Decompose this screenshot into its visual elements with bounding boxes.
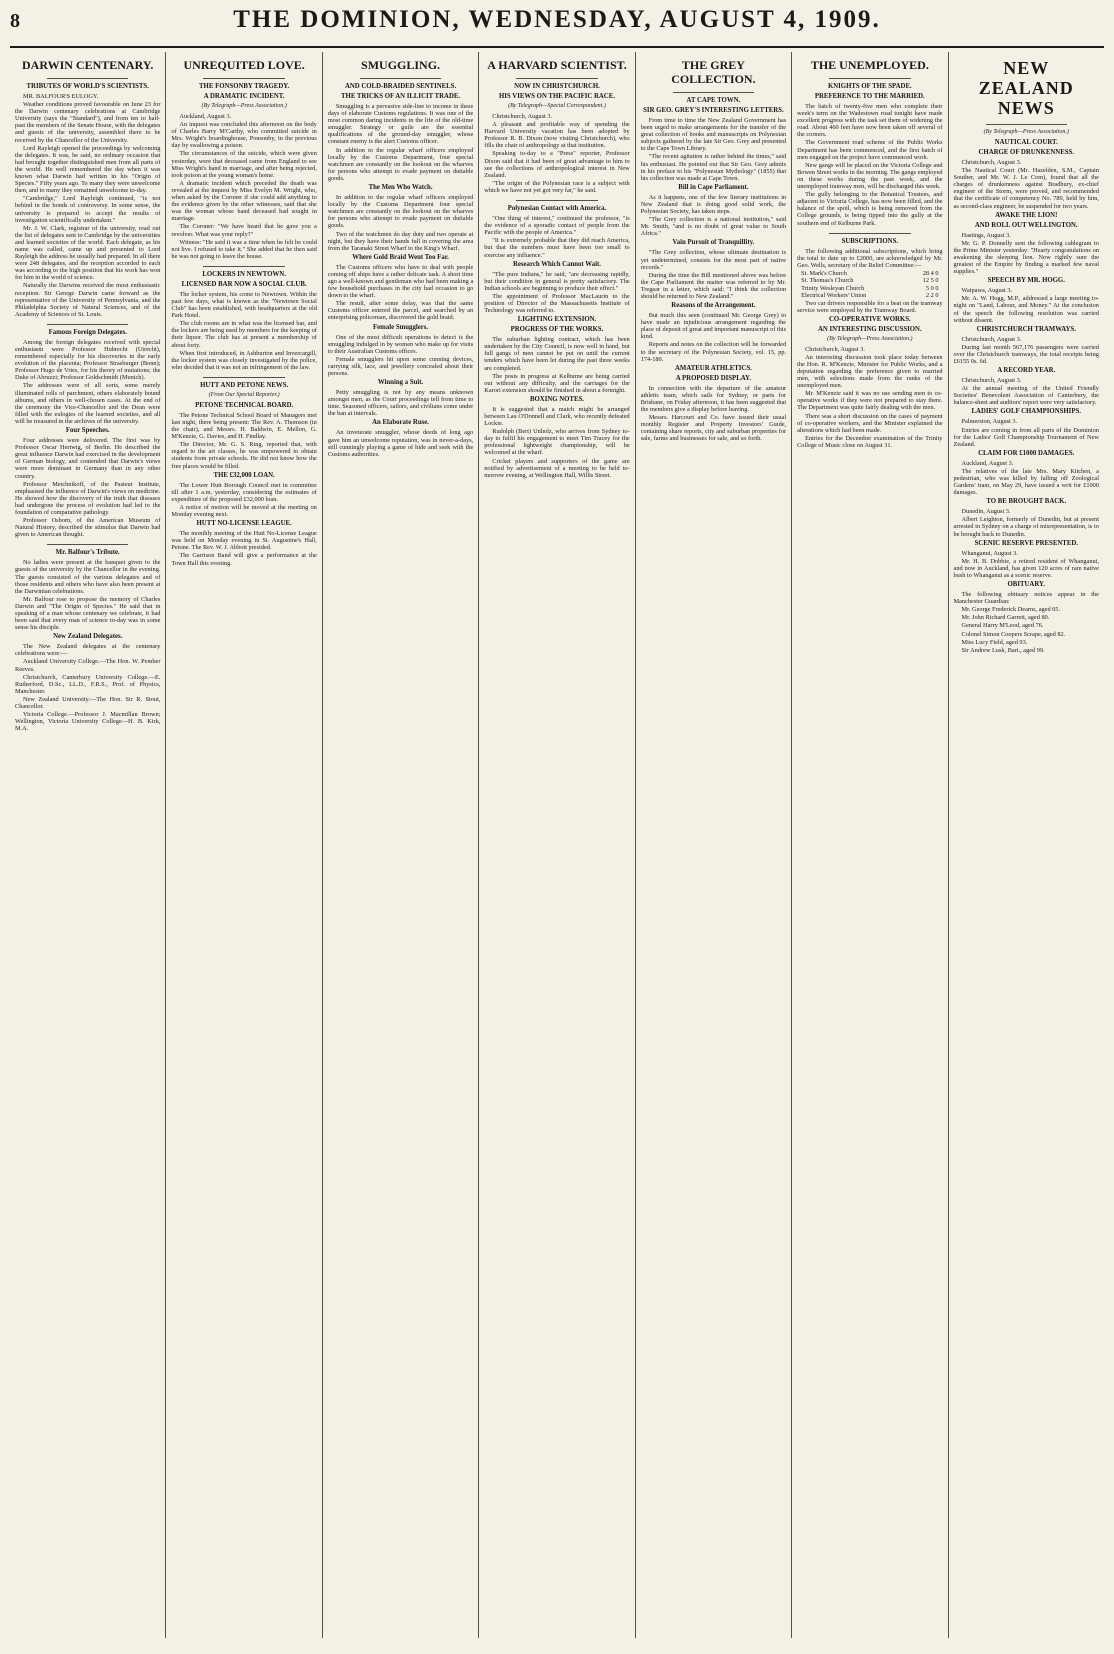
subscription-name: Electrical Workers' Union — [801, 292, 867, 300]
article-paragraph: Petty smuggling is not by any means unknown amongst men, as the Court proceedings tell from time to time. Seasoned officers, sailors, and civilians come under the ban at intervals. — [327, 389, 474, 418]
article-headline: THE GREY COLLECTION. — [671, 58, 756, 86]
article-paragraph: Auckland, August 3. — [961, 459, 1014, 467]
section-subheading: PETONE TECHNICAL BOARD. — [195, 401, 294, 409]
columns — [10, 52, 1104, 1638]
article-paragraph: The following additional subscriptions, which bring the total to date up to £2000, are acknowledged by Mr. Geo. Wells, secretary of the Relief Committee:— — [797, 247, 943, 269]
source-credit: (By Telegraph—Press Association.) — [983, 129, 1069, 135]
article-paragraph: In connection with the departure of the amateur athletic team, which sails for Sydney, or parts for Brisbane, on Friday afternoon, it has been suggested that the members give a display before leaving. — [640, 384, 787, 413]
section-subheading: LICENSED BAR NOW A SOCIAL CLUB. — [181, 280, 307, 288]
article-paragraph: Witness: "He said it was a time when he felt he could not live. I refused to take it." She added that he then said he was not going to leave the house. — [171, 238, 317, 260]
article-paragraph: It is suggested that a match might be arranged between Lau O'Donnell and Clark, who recently defeated Lockie. — [484, 405, 630, 428]
article-paragraph: The Customs officers who have to deal with people coming off ships have a rather delicate task. A short time ago a well-known and gentleman who had been making a few household purchases in the city had occasion to go down to the wharf. — [327, 263, 474, 300]
section-subheading: A RECORD YEAR. — [997, 367, 1056, 375]
section-rule — [47, 324, 128, 325]
subscription-row — [797, 277, 942, 284]
section-subheading: Reasons of the Arrangement. — [671, 302, 756, 310]
article-paragraph: In addition to the regular wharf officers employed locally by the Customs Department four special watchmen are constantly on the lookout on the wharves for persons who attempt to evade payment on dutiable goods. — [327, 194, 474, 230]
article-paragraph: The relatives of the late Mrs. Mary Kitchen, a pedestrian, who was killed by falling off Zoological Gardens' tram, on May 29, have issued a writ for £1000 damages. — [953, 467, 1099, 497]
article-paragraph: The New Zealand delegates at the centenary celebrations were:— — [15, 643, 161, 658]
article-paragraph: Cricket players and supporters of the game are notified by advertisement of a meeting to be held to-morrow evening, at Wellington Hall, Willis Street. — [484, 457, 630, 479]
article-paragraph: No ladies were present at the banquet given to the guests of the university by the Chancellor in the evening. The guests consisted of the various delegates and of those residents and others who have also been present at the Darwinian celebrations. — [15, 559, 161, 595]
source-credit: (By Telegraph—Press Association.) — [201, 103, 287, 109]
article-paragraph: Mr. George Frederick Dearns, aged 65. — [961, 606, 1061, 614]
article-paragraph: Mr. G. P. Donnelly sent the following cablegram to the Prime Minister yesterday: "Hearty congratulations on awakening the sleeping lion. Now rightly sure the greatest of the Empire by finding a marked few naval supplies." — [953, 239, 1099, 276]
article-paragraph: Lord Rayleigh opened the proceedings by welcoming the delegates. It was, he said, no ordinary occasion that had brought together distinguished men from all parts of the world. He well remembered the day when it was known what Darwin had written in his "Origin of Species." Fifty years ago. To many they were unwelcome then, and to many they remained unwelcome to-day. — [15, 144, 161, 195]
article-headline: THE UNEMPLOYED. — [810, 58, 929, 72]
article-paragraph: Entries for the December examination of the Trinity College of Music close on August 31. — [797, 434, 943, 449]
article-paragraph: From time to time the New Zealand Government has been urged to make arrangements for the transfer of the great collection of books and manuscripts on Polynesian subjects gathered by the late Sir Geo. Grey and presented to the Cape Town Library. — [640, 117, 787, 153]
article-headline: A HARVARD SCIENTIST. — [487, 58, 627, 72]
article-paragraph: The Petone Technical School Board of Managers met last night, there being present: The Rev. A. Thomson (in the chair), and Messrs. H. Baldwin, E. Mellon, G. M'Kenzie, G. Davies, and H. Findlay. — [171, 411, 317, 441]
article-paragraph: Auckland University College.—The Hon. W. Pember Reeves. — [15, 658, 161, 673]
article-paragraph: The monthly meeting of the Hutt No-License League was held on Monday evening in St. Augustine's Hall, Petone. The Rev. W. J. Abbott presided. — [171, 530, 317, 552]
section-subheading: Polynesian Contact with America. — [507, 205, 607, 213]
article-paragraph: The Lower Hutt Borough Council met in committee till after 1 a.m. yesterday, considering the estimates of expenditure of the proposed £32,000 loan. — [171, 481, 317, 503]
source-credit: (From Our Special Reporter.) — [208, 391, 280, 398]
article-headline: DARWIN CENTENARY. — [22, 58, 154, 72]
section-subheading: BOXING NOTES. — [529, 395, 584, 403]
section-subheading: OBITUARY. — [1007, 581, 1045, 589]
section-subheading: SPEECH BY MR. HOGG. — [987, 277, 1065, 285]
subscription-row — [797, 270, 942, 277]
section-subheading: AT CAPE TOWN. — [686, 97, 741, 104]
article-paragraph: Mr. John Richard Garrett, aged 80. — [961, 614, 1050, 622]
section-subheading: LADIES' GOLF CHAMPIONSHIPS. — [971, 408, 1081, 416]
section-subheading: HUTT NO-LICENSE LEAGUE. — [196, 520, 292, 528]
section-subheading: PROGRESS OF THE WORKS. — [510, 326, 604, 334]
article-paragraph: The Garrison Band will give a performance at the Town Hall this evening. — [171, 552, 317, 567]
section-rule — [829, 233, 910, 234]
section-subheading: New Zealand Delegates. — [53, 633, 123, 641]
article-paragraph: Sir Andrew Lusk, Bart., aged 99. — [961, 646, 1045, 654]
article-paragraph: Auckland, August 3. — [179, 113, 232, 120]
article-paragraph: Christchurch, August 3. — [492, 113, 553, 120]
article-column — [636, 52, 792, 1638]
section-subheading: AND COLD-BRAIDED SENTINELS. — [344, 83, 457, 90]
article-column — [323, 52, 479, 1638]
source-credit: (By Telegraph—Special Correspondent.) — [508, 103, 606, 109]
section-subheading: LIGHTING EXTENSION. — [517, 316, 597, 324]
article-paragraph: "The Grey collection is a national institution," said Mr. Smith, "and is no doubt of great value to South Africa." — [640, 216, 787, 238]
article-paragraph: Christchurch, August 3. — [961, 377, 1022, 385]
section-subheading: AN INTERESTING DISCUSSION. — [817, 325, 922, 333]
subscription-amount: 28 4 0 — [922, 269, 939, 277]
article-column — [10, 52, 166, 1638]
article-paragraph: The club rooms are in what was the licensed bar, and the lockers are being used by members for the keeping of their liquor. The club has at present a membership of about forty. — [171, 320, 317, 349]
masthead — [10, 6, 1104, 48]
section-subheading: Famous Foreign Delegates. — [48, 328, 127, 336]
article-paragraph: During last month 567,176 passengers were carried over the Christchurch tramways, the total receipts being £6155 0s. 6d. — [953, 343, 1099, 365]
article-paragraph: The circumstances of the suicide, which were given yesterday, were that deceased came from England to see Miss Wright's hand in marriage, and after being rejected, took poison at the young woman's home. — [171, 150, 317, 179]
section-subheading: LOCKERS IN NEWTOWN. — [202, 270, 286, 278]
section-subheading: PREFERENCE TO THE MARRIED. — [814, 93, 925, 100]
article-paragraph: The Government road scheme of the Public Works Department has been commenced, and the first batch of men engaged on the project have commenced work. — [797, 139, 943, 161]
section-rule — [516, 200, 597, 201]
section-subheading: NAUTICAL COURT. — [994, 139, 1058, 146]
article-paragraph: "One thing of interest," continued the professor, "is the evidence of a sporadic contact of people from the Pacific with the people of America." — [484, 215, 630, 237]
article-paragraph: New Zealand University.—The Hon. Sir R. Stout, Chancellor. — [15, 695, 161, 711]
article-column — [949, 52, 1104, 1638]
article-paragraph: Mr. J. W. Clark, registrar of the university, read out the list of delegates sent to Cambridge by the universities and learned societies of the world. Each delegate, as his name was called, came up and presented to Lord Rayleigh the address he usually had prepared. In all there were 248 delegates, and the reception accorded to each was according to the high position that his work has won for him in the world of science. — [15, 224, 161, 282]
article-paragraph: Palmerston, August 3. — [961, 418, 1018, 426]
section-subheading: HUTT AND PETONE NEWS. — [200, 381, 289, 389]
article-paragraph: An interesting discussion took place today between the Hon. R. M'Kenzie, Minister for Public Works, and a deputation regarding the preference given to married men, with selections made from the ranks of the unemployed men. — [797, 353, 943, 390]
article-paragraph: But much this seen (continued Mr. George Grey) to have made an injudicious arrangement regarding the place of deposit of great and important manuscript of this kind. — [640, 312, 787, 341]
article-paragraph: Reports and notes on the collection will be forwarded to the secretary of the Polynesian Society, vol. 15, pp. 174-180. — [640, 341, 787, 363]
section-subheading: A PROPOSED DISPLAY. — [675, 374, 752, 382]
article-paragraph: Entries are coming in from all parts of the Dominion for the Ladies' Golf Championship Tournament of New Zealand. — [953, 426, 1099, 448]
section-subheading: AMATEUR ATHLETICS. — [675, 364, 752, 372]
article-paragraph: Miss Lucy Field, aged 93. — [961, 638, 1028, 646]
section-subheading: NOW IN CHRISTCHURCH. — [514, 83, 600, 90]
article-paragraph: Messrs. Harcourt and Co. have issued their usual monthly Register and Property Investors' Guide, containing share reports, city and suburban properties for sale, farms and businesses for sale, and so forth. — [640, 414, 787, 443]
article-paragraph: Hastings, August 3. — [961, 231, 1011, 239]
headline-rule — [203, 78, 284, 79]
article-paragraph: Rudolph (Bert) Unholz, who arrives from Sydney to-day to fulfil his engagement to meet Tim Tracey for the professional lightweight championship, will be welcomed at the wharf. — [484, 428, 630, 457]
section-rule — [203, 377, 284, 378]
section-subheading: Mr. Balfour's Tribute. — [55, 549, 120, 557]
article-paragraph: Professor Metchnikoff, of the Pasteur Institute, emphasised the influence of Darwin's views on medicine. He showed how the discovery of the truth that diseases had undergone the process of evolution had led to the foundation of comparative pathology. — [15, 480, 161, 516]
article-paragraph: Smuggling is a pervasive side-line to income in these days of elaborate Customs regulations. It was one of the most common daring incidents in the life of the old-time smuggler. Strategy or guile are the essential qualifications of the ground-day smuggler, whose constant enemy is the alert Customs officer. — [327, 103, 474, 146]
section-subheading: TRIBUTES OF WORLD'S SCIENTISTS. — [26, 83, 149, 90]
article-paragraph: Professor Osborn, of the American Museum of Natural History, described the stimulus that Darwin had given to American thought. — [15, 517, 161, 539]
section-subheading: An Elaborate Ruse. — [372, 419, 429, 427]
article-paragraph: When first introduced, in Ashburton and Invercargill, the locker system was closely investigated by the police, who decided that it was not an infringement of the law. — [171, 349, 317, 371]
article-paragraph: The batch of twenty-five men who complete their week's term on the Wadestown road tonight have made excellent progress with the task set them of widening the road. About 460 feet have now been taken off several of the corners. — [797, 103, 943, 139]
article-paragraph: Albert Leighton, formerly of Dunedin, but at present arrested in Sydney on a charge of misrepresentation, is to be brought back to Dunedin. — [953, 516, 1099, 538]
section-subheading: AND ROLL OUT WELLINGTON. — [974, 221, 1078, 229]
article-column — [792, 52, 948, 1638]
subscription-row — [797, 292, 942, 299]
article-headline: NEW ZEALAND NEWS — [978, 58, 1074, 118]
article-paragraph: The suburban lighting contract, which has been undertaken by the City Council, is now well in hand, but full gangs of men cannot be put on until the current tenders which have been let during the past three weeks are completed. — [484, 336, 630, 372]
headline-rule — [47, 78, 128, 79]
source-credit: (By Telegraph—Press Association.) — [827, 335, 913, 342]
article-paragraph: Naturally the Darwins received the most enthusiastic reception. Sir George Darwin came forward as the representative of the University of Pennsylvania, and the Philadelphia Society of Natural Sciences, and of the Academy of Sciences of St. Louis. — [15, 282, 161, 318]
article-paragraph: The addresses were of all sorts, some merely illuminated rolls of parchment, others elaborately bound albums, and others in well-chosen cases. At the end of the ceremony the Vice-Chancellor and the Dean were filled with the eulogies of the learned societies, and all will be treasured in the archives of the university. — [15, 382, 161, 425]
article-paragraph: New gangs will be placed on the Victoria College and Bowen Street works in the morning. The gangs employed on these works during the past week, and the unemployed tramway men, will be discharged this week. — [797, 161, 943, 191]
section-subheading: Vain Pursuit of Tranquillity. — [672, 239, 755, 247]
section-subheading: The Men Who Watch. — [368, 184, 433, 192]
section-rule — [47, 544, 128, 545]
section-subheading: CHRISTCHURCH TRAMWAYS. — [976, 325, 1076, 333]
subscription-name: Trinity Wesleyan Church — [801, 284, 865, 292]
article-paragraph: A notice of motion will be moved at the meeting on Monday evening next. — [171, 503, 317, 519]
section-subheading: SUBSCRIPTIONS. — [841, 237, 899, 245]
article-paragraph: MR. BALFOUR'S EULOGY. — [23, 93, 99, 100]
section-subheading: CO-OPERATIVE WORKS. — [828, 315, 911, 323]
article-paragraph: An inveterate smuggler, whose deeds of long ago gave him an unwelcome reputation, was in never-a-days, still cunningly playing a game of hide and seek with the Customs authorities. — [327, 429, 474, 458]
article-paragraph: "The Grey collection, whose ultimate destination is yet undetermined, consists for the most part of native records." — [640, 249, 787, 271]
section-subheading: CHARGE OF DRUNKENNESS. — [978, 149, 1074, 156]
article-column — [479, 52, 635, 1638]
article-paragraph: Christchurch, August 3. — [961, 159, 1022, 166]
article-paragraph: A dramatic incident which preceded the death was revealed at the inquest by Miss Evelyn M. Wright, who, when asked by the Coroner if she could add anything to the evidence given by the other witnesses, said that she was the woman whose hand deceased had sought in marriage. — [171, 179, 317, 223]
article-paragraph: Weather conditions proved favourable on June 23 for the Darwin centenary celebrations at Cambridge University (says the "Standard"), and from ten to half-past the members of the Senate House, with the delegates and guests of the university, assembled there to be received by the Chancellor of the University. — [15, 101, 161, 144]
section-subheading: THE £32,000 LOAN. — [213, 471, 275, 479]
headline-rule — [516, 78, 597, 79]
article-paragraph: Christchurch, Canterbury University College.—E. Rutherford, D.Sc., LL.D., F.R.S., Prof. of Physics, Manchester. — [15, 673, 161, 695]
article-paragraph: Two of the watchmen do day duty and two operate at night, but they have their hands full in covering the area from the Taranaki Street Wharf to the King's Wharf. — [327, 230, 474, 252]
article-paragraph: Mr. M'Kenzie said it was no use sending men to co-operative works if they were not prepared to stay there. The Department was quite fairly dealing with the men. — [797, 390, 943, 412]
article-paragraph: The appointment of Professor MacLaurin to the position of Director of the Massachusetts Institute of Technology was referred to. — [484, 292, 630, 315]
article-headline: UNREQUITED LOVE. — [183, 58, 305, 72]
article-paragraph: The Coroner: "We have heard that he gave you a revolver. What was your reply?" — [171, 223, 317, 238]
section-subheading: SCENIC RESERVE PRESENTED. — [974, 539, 1078, 547]
article-paragraph: Whanganui, August 3. — [961, 549, 1018, 557]
section-subheading: Female Smugglers. — [372, 323, 429, 331]
article-headline: SMUGGLING. — [361, 58, 441, 72]
article-paragraph: The locker system, his come to Newtown. Within the past few days, what is known as the "Newtown Social Club" has been established, with headquarters at the old Park Hotel. — [171, 290, 317, 320]
section-subheading: Research Which Cannot Wait. — [512, 260, 601, 268]
newspaper-title: THE DOMINION, WEDNESDAY, AUGUST 4, 1909. — [233, 6, 881, 33]
article-paragraph: At the annual meeting of the United Friendly Societies' Benevolent Association of Canterbury, the balance-sheet and auditors' report were very satisfactory. — [953, 385, 1099, 407]
article-paragraph: Speaking to-day to a "Press" reporter, Professor Dixon said that it had been of great advantage to him to see the collections of anthropological interest in New Zealand. — [484, 150, 630, 179]
article-paragraph: The following obituary notices appear in the Manchester Guardian: — [953, 591, 1099, 606]
subscription-amount: 5 0 0 — [925, 284, 939, 292]
article-paragraph: During the time the Bill mentioned above was before the Cape Parliament the matter was referred to by Mr. Tregear in a letter, which said: "I think the collection should be returned to New Zealand." — [640, 271, 787, 300]
section-rule — [203, 266, 284, 267]
article-paragraph: One of the most difficult operations to detect is the smuggling indulged in by women who make up for visits to their Australian Customs offices. — [327, 333, 474, 355]
section-subheading: Winning a Suit. — [377, 379, 424, 387]
article-paragraph: The result, after some delay, was that the same Customs officer entered the parcel, and searched by an enterprising policeman, discovered the gold braid. — [327, 300, 474, 322]
newspaper-page — [10, 6, 1104, 1638]
section-subheading: SIR GEO. GREY'S INTERESTING LETTERS. — [643, 107, 784, 114]
section-subheading: Bill in Cape Parliament. — [678, 183, 749, 191]
article-paragraph: An inquest was concluded this afternoon on the body of Charles Barry M'Carthy, who committed suicide in Mrs. Wright's boardinghouse, Ponsonby, in the previous day by swallowing a poison. — [171, 121, 317, 150]
article-paragraph: There was a short discussion on the cases of payment of co-operative workers, and the Minister explained the alterations which had been made. — [797, 412, 943, 434]
subscription-row — [797, 285, 942, 292]
subscription-name: St. Mark's Church — [801, 269, 847, 277]
article-paragraph: In addition to the regular wharf officers employed locally by the Customs Department, four special watchmen are constantly on the lookout on the wharves for persons who attempt to evade payment on dutiable goods. — [327, 146, 474, 182]
article-paragraph: Waipawa, August 3. — [961, 287, 1013, 295]
article-paragraph: Colonel Simon Coopers Scrape, aged 82. — [961, 630, 1066, 638]
section-subheading: A DRAMATIC INCIDENT. — [203, 93, 285, 100]
subscription-amount: 12 5 0 — [922, 277, 939, 285]
article-column — [166, 52, 322, 1638]
section-subheading: THE TRICKS OF AN ILLICIT TRADE. — [341, 93, 461, 100]
article-paragraph: Christchurch, August 3. — [805, 345, 865, 353]
article-paragraph: A pleasant and profitable way of spending the Harvard University vacation has been adopted by Professor R. B. Dixon (now visiting Christchurch), who fills the chair of anthropology at that institution. — [484, 121, 630, 150]
article-paragraph: "The pure Indians," he said, "are decreasing rapidly, but their condition in general is pretty satisfactory. The Indian schools are beginning to produce their effect." — [484, 270, 630, 292]
section-subheading: HIS VIEWS ON THE PACIFIC RACE. — [499, 93, 615, 100]
article-paragraph: Four addresses were delivered. The first was by Professor Oscar Hertwig, of Berlin. He described the great influence Darwin had exercised in the development of German biology, and contended that Darwin's views were more dominant in Germany than in any other country. — [15, 437, 161, 480]
section-subheading: TO BE BROUGHT BACK. — [986, 498, 1067, 506]
section-subheading: AWAKE THE LION! — [995, 211, 1058, 219]
section-subheading: Four Speeches. — [65, 427, 110, 435]
article-paragraph: Mr. Balfour rose to propose the memory of Charles Darwin and "The Origin of Species." He said that in speaking of a man whose centenary we celebrate, it had been said that every man of science to-day was in some sense his disciple. — [15, 595, 161, 632]
section-subheading: CLAIM FOR £1000 DAMAGES. — [978, 449, 1075, 457]
article-paragraph: Christchurch, August 3. — [961, 335, 1022, 343]
article-paragraph: Mr. H. B. Dobbie, a retired resident of Whanganui, and now in Auckland, has given 120 acres of rare native bush to Whanganui as a scenic reserve. — [953, 557, 1099, 579]
article-paragraph: The gully belonging to the Botanical Trustees, and adjacent to Victoria College, has now been filled, and the balance of the spoil, which is being removed from the College grounds, is being tipped into the gully at the southern end of Kelburne Park. — [797, 191, 943, 227]
article-paragraph: "The origin of the Polynesian race is a subject with which we have not yet got very far," he said. — [484, 179, 630, 194]
article-paragraph: The Nautical Court (Mr. Hazelden, S.M., Captain Souther, and Mr. W. J. Le Cren), found that all the charges of drunkenness against Bradbury, ex-chief engineer of the Storm, were proved, and recommended that the certificate of competency No. 789, held by him, as second-class engineer, be suspended for two years. — [953, 167, 1099, 210]
headline-rule — [829, 78, 910, 79]
article-paragraph: The Director, Mr. G. S. Ring, reported that, with regard to the art classes, he was empowered to obtain students from private schools. He did not know how the free places would be filled. — [171, 441, 317, 470]
headline-rule — [673, 92, 754, 93]
page-number: 8 — [10, 10, 20, 32]
section-subheading: KNIGHTS OF THE SPADE. — [827, 83, 912, 90]
headline-rule — [360, 78, 441, 79]
section-subheading: Where Gold Braid Went Too Far. — [352, 253, 449, 261]
article-paragraph: The posts in progress at Kelburne are being carried out without any difficulty, and the carriages for the Karori extension should be finished in about a fortnight. — [484, 372, 630, 394]
article-paragraph: Mr. A. W. Hogg, M.P., addressed a large meeting to-night on "Land, Labour, and Money." At the conclusion of the speech the following resolution was carried without dissent. — [953, 295, 1099, 324]
article-paragraph: Dunedin, August 3. — [961, 508, 1011, 516]
article-paragraph: "Cambridge," Lord Rayleigh continued, "is not behind in the bonds of controversy. In some sense, the university is prepared to accept the results of investigation scientifically undertaken." — [15, 195, 161, 224]
subscription-amount: 2 2 0 — [925, 292, 939, 300]
article-paragraph: Female smugglers hit upon some cunning devices, carrying silk, lace, and jewellery concealed about their persons. — [327, 355, 474, 377]
headline-rule — [986, 124, 1067, 125]
section-subheading: THE FONSONBY TRAGEDY. — [199, 83, 290, 90]
article-paragraph: "The recent agitation is rather behind the times," said his enthusiast. He pointed out that Sir Geo. Grey admits in his preface to his "Polynesian Mythology" (1855) that his collection was made at Cape Town. — [640, 153, 787, 182]
article-paragraph: Among the foreign delegates received with special enthusiasm were Professor Hubrecht (Utrecht), remembered especially for his discoveries in the early evolution of the placenta; Professor Strasburger (Bonn); Professor Hugo de Vries, for his theory of mutations; the Duke of Abruzzi; Professor Goldschmidt (Munich). — [15, 338, 161, 382]
article-paragraph: Victoria College.—Professor J. Macmillan Brown; Wellington, Victoria University College—H. B. Kirk, M.A. — [15, 711, 161, 733]
article-paragraph: General Harry M'Leod, aged 76. — [961, 622, 1044, 630]
article-paragraph: As it happens, one of the few literary institutions in New Zealand that is doing good solid work, the Polynesian Society, has taken steps. — [640, 193, 787, 216]
article-paragraph: Two car drivers responsible for a beat on the tramway service were employed by the Tramway Board. — [797, 299, 943, 314]
article-paragraph: "It is extremely probable that they did reach America, but that the numbers must have been too small to exercise any influence." — [484, 237, 630, 259]
subscription-name: St. Thomas's Church — [801, 277, 854, 285]
